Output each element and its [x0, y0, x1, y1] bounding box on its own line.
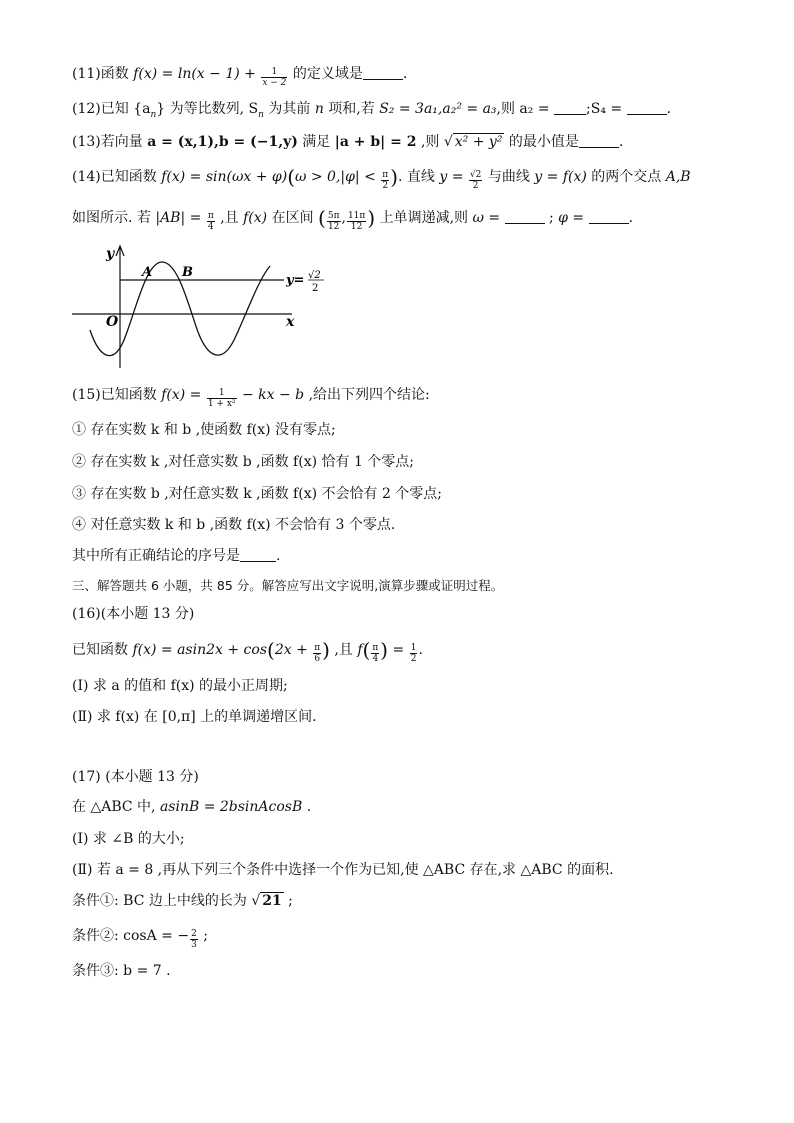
- answer-blank[interactable]: [627, 100, 667, 115]
- answer-blank[interactable]: [505, 209, 545, 224]
- fraction: $\frac{1}{x - 2}$: [262, 67, 287, 88]
- question-number: (13): [72, 134, 101, 150]
- conclusion-2: ② 存在实数 k ,对任意实数 b ,函数 f(x) 恰有 1 个零点;: [72, 454, 415, 470]
- question-17-part-1: (Ⅰ) 求 ∠B 的大小;: [72, 831, 185, 847]
- section-3-title: 三、解答题共 6 小题，共 85 分。解答应写出文字说明,演算步骤或证明过程。: [72, 578, 504, 593]
- question-16-part-2: (Ⅱ) 求 f(x) 在 [0,π] 上的单调递增区间.: [72, 709, 317, 725]
- x-axis-label: x: [286, 314, 295, 330]
- answer-blank[interactable]: [363, 65, 403, 80]
- condition-expression: S₂ = 3a₁,a₂² = a₃: [379, 101, 497, 117]
- question-15-ask: 其中所有正确结论的序号是 .: [72, 548, 281, 564]
- line-label: y=: [286, 273, 305, 288]
- answer-blank[interactable]: [579, 133, 619, 148]
- question-16-part-1: (Ⅰ) 求 a 的值和 f(x) 的最小正周期;: [72, 678, 288, 694]
- question-13: (13)若向量 a = (x,1),b = (−1,y) 满足 |a + b| = 2 ,则 √ x² + y² 的最小值是 .: [72, 134, 624, 150]
- condition-2: 条件②: cosA = − $\frac{2}{3}$ ;: [72, 928, 208, 950]
- condition-3: 条件③: b = 7 .: [72, 963, 171, 979]
- y-axis-label: y: [106, 246, 115, 262]
- condition-1: 条件①: BC 边上中线的长为 √ 21 ;: [72, 893, 293, 909]
- conclusion-1: ① 存在实数 k 和 b ,使函数 f(x) 没有零点;: [72, 422, 336, 438]
- question-number: (15): [72, 387, 101, 403]
- question-number: (14): [72, 169, 101, 185]
- question-number: (12): [72, 101, 101, 117]
- sine-graph: [70, 240, 340, 372]
- question-12: (12)已知 $\{a_n\}$ 为等比数列, $S_n$ 为其前 n 项和,若 S₂ = 3a₁,a₂² = a₃,则 a₂ = ;S₄ = .: [72, 101, 672, 120]
- question-number: (11): [72, 66, 101, 82]
- line-label-den: 2: [312, 283, 319, 294]
- question-16-head: (16)(本小题 13 分): [72, 606, 195, 622]
- conclusion-3: ③ 存在实数 b ,对任意实数 k ,函数 f(x) 不会恰有 2 个零点;: [72, 486, 443, 502]
- line-label-num: √2: [308, 270, 321, 281]
- answer-blank[interactable]: [589, 209, 629, 224]
- question-17-head: (17) (本小题 13 分): [72, 769, 199, 785]
- function-expression: f(x) = ln(x − 1) +: [133, 66, 261, 82]
- sine-curve: [90, 262, 270, 356]
- origin-label: O: [106, 314, 119, 330]
- answer-blank[interactable]: [554, 100, 586, 115]
- question-11: (11)函数 f(x) = ln(x − 1) + $\frac{1}{x - 2}$ 的定义域是 .: [72, 66, 408, 88]
- conclusion-4: ④ 对任意实数 k 和 b ,函数 f(x) 不会恰有 3 个零点.: [72, 517, 396, 533]
- question-14-line-2: 如图所示. 若 |AB| = $\frac{\pi}{4}$ ,且 f(x) 在区间 ( $\frac{5\pi}{12}$ , $\frac{11\pi}{12}$ ) 上单调递减,则 ω = ; φ = .: [72, 206, 634, 232]
- question-15: (15)已知函数 f(x) = $\frac{1}{\text{1 + x²}}$ − kx − b ,给出下列四个结论:: [72, 387, 430, 409]
- question-17: 在 △ABC 中, asinB = 2bsinAcosB .: [72, 799, 312, 815]
- question-17-part-2: (Ⅱ) 若 a = 8 ,再从下列三个条件中选择一个作为已知,使 △ABC 存在,求 △ABC 的面积.: [72, 862, 614, 878]
- point-b-label: B: [182, 265, 193, 280]
- vector-expression: a = (x,1),b = (−1,y): [147, 134, 298, 150]
- question-14: (14)已知函数 f(x) = sin(ωx + φ)(ω > 0,|φ| < $\frac{\pi}{2}$ ). 直线 y = $\frac{√2}{2}$ 与曲线 y = f(x) 的两个交点 A,B: [72, 165, 691, 191]
- point-a-label: A: [142, 265, 153, 280]
- answer-blank[interactable]: [240, 547, 276, 562]
- question-16: 已知函数 f(x) = asin2x + cos(2x + $\frac{\pi}{6}$ ) ,且 f( $\frac{\pi}{4}$ ) = $\frac{1}{2}$ .: [72, 638, 423, 664]
- sqrt-expression: √ x² + y²: [443, 134, 503, 150]
